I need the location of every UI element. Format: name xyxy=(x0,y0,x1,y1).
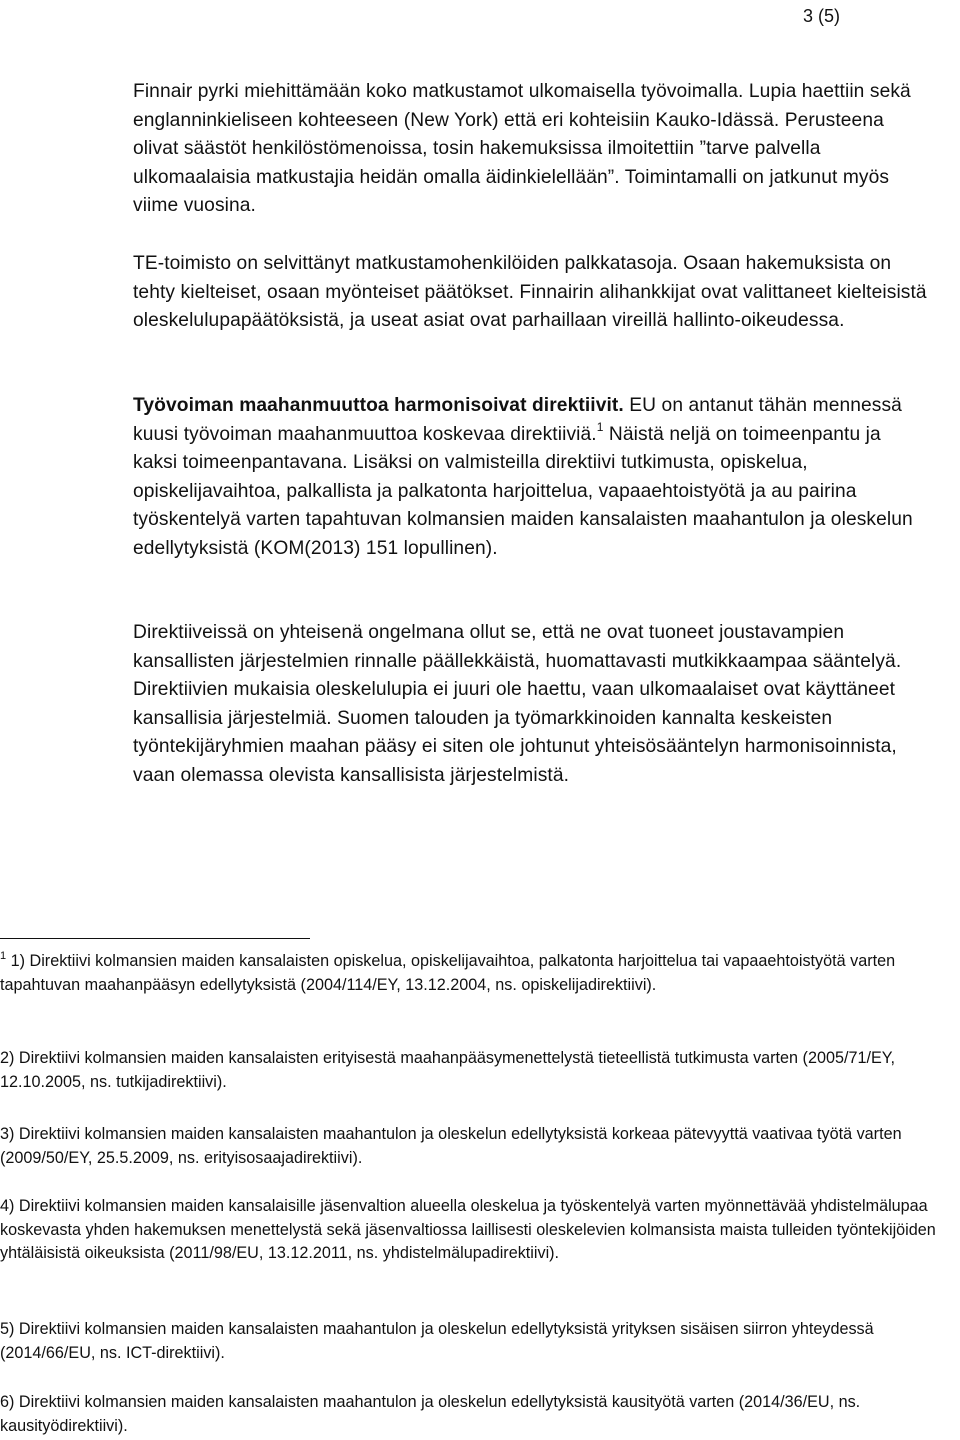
footnote-text: 1) Direktiivi kolmansien maiden kansalaisten opiskelua, opiskelijavaihtoa, palkatonta harjoittelua tai vapaaehtoistyötä varten tapahtuvan maahanpääsyn edellytyksistä (2004/114/EY, 13.12.2004, ns. opiskelijadirektiivi). xyxy=(0,952,896,994)
footnote-marker: 1 xyxy=(0,950,7,962)
paragraph-common-problem: Direktiiveissä on yhteisenä ongelmana ollut se, että ne ovat tuoneet joustavampien kansallisten järjestelmien rinnalle päällekkäistä, huomattavasti mutkikkaampaa sääntelyä. Direktiivien mukaisia oleskelulupia ei juuri ole haettu, vaan ulkomaalaiset ovat käyttäneet kansallisia järjestelmiä. Suomen talouden ja työmarkkinoiden kannalta keskeisten työntekijäryhmien maahan pääsy ei siten ole johtunut yhteisösääntelyn harmonisoinnista, vaan olemassa olevista kansallisista järjestelmistä. xyxy=(133,622,902,786)
footnote-item: 6) Direktiivi kolmansien maiden kansalaisten maahantulon ja oleskelun edellytyksistä kausityötä varten (2014/36/EU, ns. kausityödirektiivi). xyxy=(0,1393,861,1435)
paragraph-te-office: TE-toimisto on selvittänyt matkustamohenkilöiden palkkatasoja. Osaan hakemuksista on tehty kielteiset, osaan myönteiset päätökset. Finnairin alihankkijat ovat valittaneet kielteisistä oleskelulupapäätöksistä, ja useat asiat ovat parhaillaan vireillä hallinto-oikeudessa. xyxy=(133,253,927,331)
footnote-item: 4) Direktiivi kolmansien maiden kansalaisille jäsenvaltion alueella oleskelua ja työskentelyä varten myönnettävää yhdistelmälupaa koskevasta yhden hakemuksen menettelystä sekä jäsenvaltiossa laillisesti oleskelevien kolmansista maista tulleiden työntekijöiden yhtäläisistä oikeuksista (2011/98/EU, 13.12.2011, ns. yhdistelmälupadirektiivi). xyxy=(0,1197,936,1262)
paragraph-text: Näistä neljä on toimeenpantu ja kaksi toimeenpantavana. Lisäksi on valmisteilla direktiivi tutkimusta, opiskelua, opiskelijavaihtoa, palkallista ja palkatonta harjoittelua, vapaaehtoistyötä ja au pairina työskentelyä varten tapahtuvan kolmansien maiden kansalaisten maahantulon ja oleskelun edellytyksistä (KOM(2013) 151 lopullinen). xyxy=(133,423,913,559)
footnote-item: 5) Direktiivi kolmansien maiden kansalaisten maahantulon ja oleskelun edellytyksistä yrityksen sisäisen siirron yhteydessä (2014/66/EU, ns. ICT-direktiivi). xyxy=(0,1320,874,1362)
footnote-item xyxy=(0,950,955,997)
footnote-reference[interactable]: 1 xyxy=(596,419,604,434)
footnote-separator xyxy=(0,938,310,939)
paragraph-directives xyxy=(133,392,929,563)
section-heading: Työvoiman maahanmuuttoa harmonisoivat direktiivit. xyxy=(133,395,624,416)
footnote-item: 3) Direktiivi kolmansien maiden kansalaisten maahantulon ja oleskelun edellytyksistä korkeaa pätevyyttä vaativaa työtä varten (2009/50/EY, 25.5.2009, ns. erityisosaajadirektiivi). xyxy=(0,1125,902,1167)
paragraph-text: EU on antanut tähän mennessä kuusi työvoiman maahanmuuttoa koskevaa direktiiviä. xyxy=(133,395,902,445)
paragraph-finnair: Finnair pyrki miehittämään koko matkustamot ulkomaisella työvoimalla. Lupia haettiin sekä englanninkieliseen kohteeseen (New York) että eri kohteisiin Kauko-Idässä. Perusteena olivat säästöt henkilöstömenoissa, tosin hakemuksissa ilmoitettiin ”tarve palvella ulkomaalaisia matkustajia heidän omalla äidinkielellään”. Toimintamalli on jatkunut myös viime vuosina. xyxy=(133,81,911,216)
footnote-item: 2) Direktiivi kolmansien maiden kansalaisten erityisestä maahanpääsymenettelystä tieteellistä tutkimusta varten (2005/71/EY, 12.10.2005, ns. tutkijadirektiivi). xyxy=(0,1049,895,1091)
page-number: 3 (5) xyxy=(802,6,840,26)
